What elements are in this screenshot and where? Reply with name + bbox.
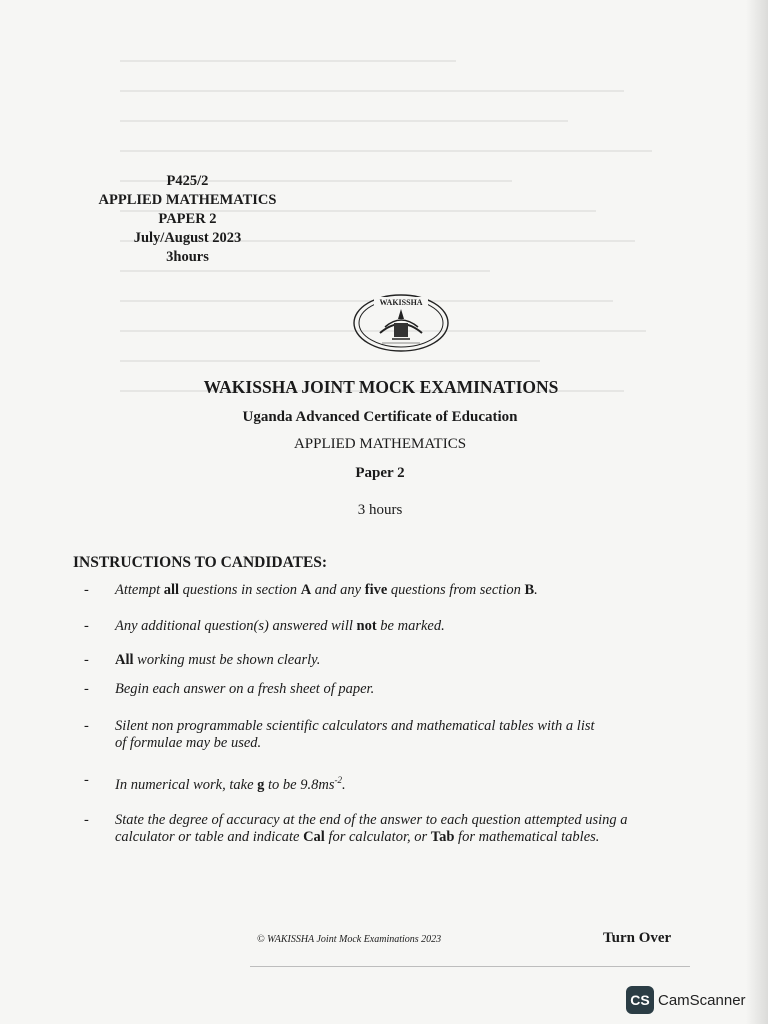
exam-title: WAKISSHA JOINT MOCK EXAMINATIONS: [203, 377, 559, 397]
copyright-notice: © WAKISSHA Joint Mock Examinations 2023: [257, 934, 442, 945]
bullet-dash: -: [84, 681, 89, 697]
paper-code: P425/2: [166, 173, 209, 189]
paper-label: Paper 2: [355, 465, 405, 481]
paper-header: [80, 172, 295, 267]
bullet-dash: -: [84, 618, 89, 634]
certificate-name: Uganda Advanced Certificate of Education: [242, 409, 518, 425]
instruction-item: - Begin each answer on a fresh sheet of paper.: [84, 681, 375, 697]
paper-duration: 3hours: [166, 249, 209, 265]
instructions-heading: INSTRUCTIONS TO CANDIDATES:: [73, 554, 328, 571]
logo-lettering: WAKISSHA: [379, 298, 423, 307]
instruction-item: - Attempt all questions in section A and any five questions from section B.: [84, 582, 538, 598]
bullet-dash: -: [84, 772, 89, 788]
wakissha-logo: [352, 293, 450, 353]
subject-name: APPLIED MATHEMATICS: [293, 436, 467, 452]
paper-session: July/August 2023: [133, 230, 242, 246]
bullet-dash: -: [84, 812, 89, 828]
bullet-dash: -: [84, 652, 89, 668]
paper-number: PAPER 2: [158, 211, 217, 227]
instruction-item: - All working must be shown clearly.: [84, 652, 321, 668]
duration-label: 3 hours: [357, 502, 403, 518]
instruction-item: - Any additional question(s) answered will not be marked.: [84, 618, 445, 634]
camscanner-icon: CS: [626, 986, 654, 1014]
paper-subject: APPLIED MATHEMATICS: [98, 192, 277, 208]
bullet-dash: -: [84, 582, 89, 598]
bullet-dash: -: [84, 718, 89, 734]
turn-over-label: Turn Over: [603, 930, 672, 946]
instruction-item: - In numerical work, take g to be $9.8ms^{-2}$.: [84, 772, 346, 793]
camscanner-label: CamScanner: [658, 991, 746, 1009]
instruction-item: - Silent non programmable scientific calculators and mathematical tables with a list of formulae may be used.: [84, 718, 595, 751]
footer-rule: [250, 966, 690, 967]
camscanner-watermark: [626, 985, 746, 1015]
instruction-item: - State the degree of accuracy at the end of the answer to each question attempted using a calculator or table and indicate Cal for calculator, or Tab for mathematical tables.: [84, 812, 628, 845]
